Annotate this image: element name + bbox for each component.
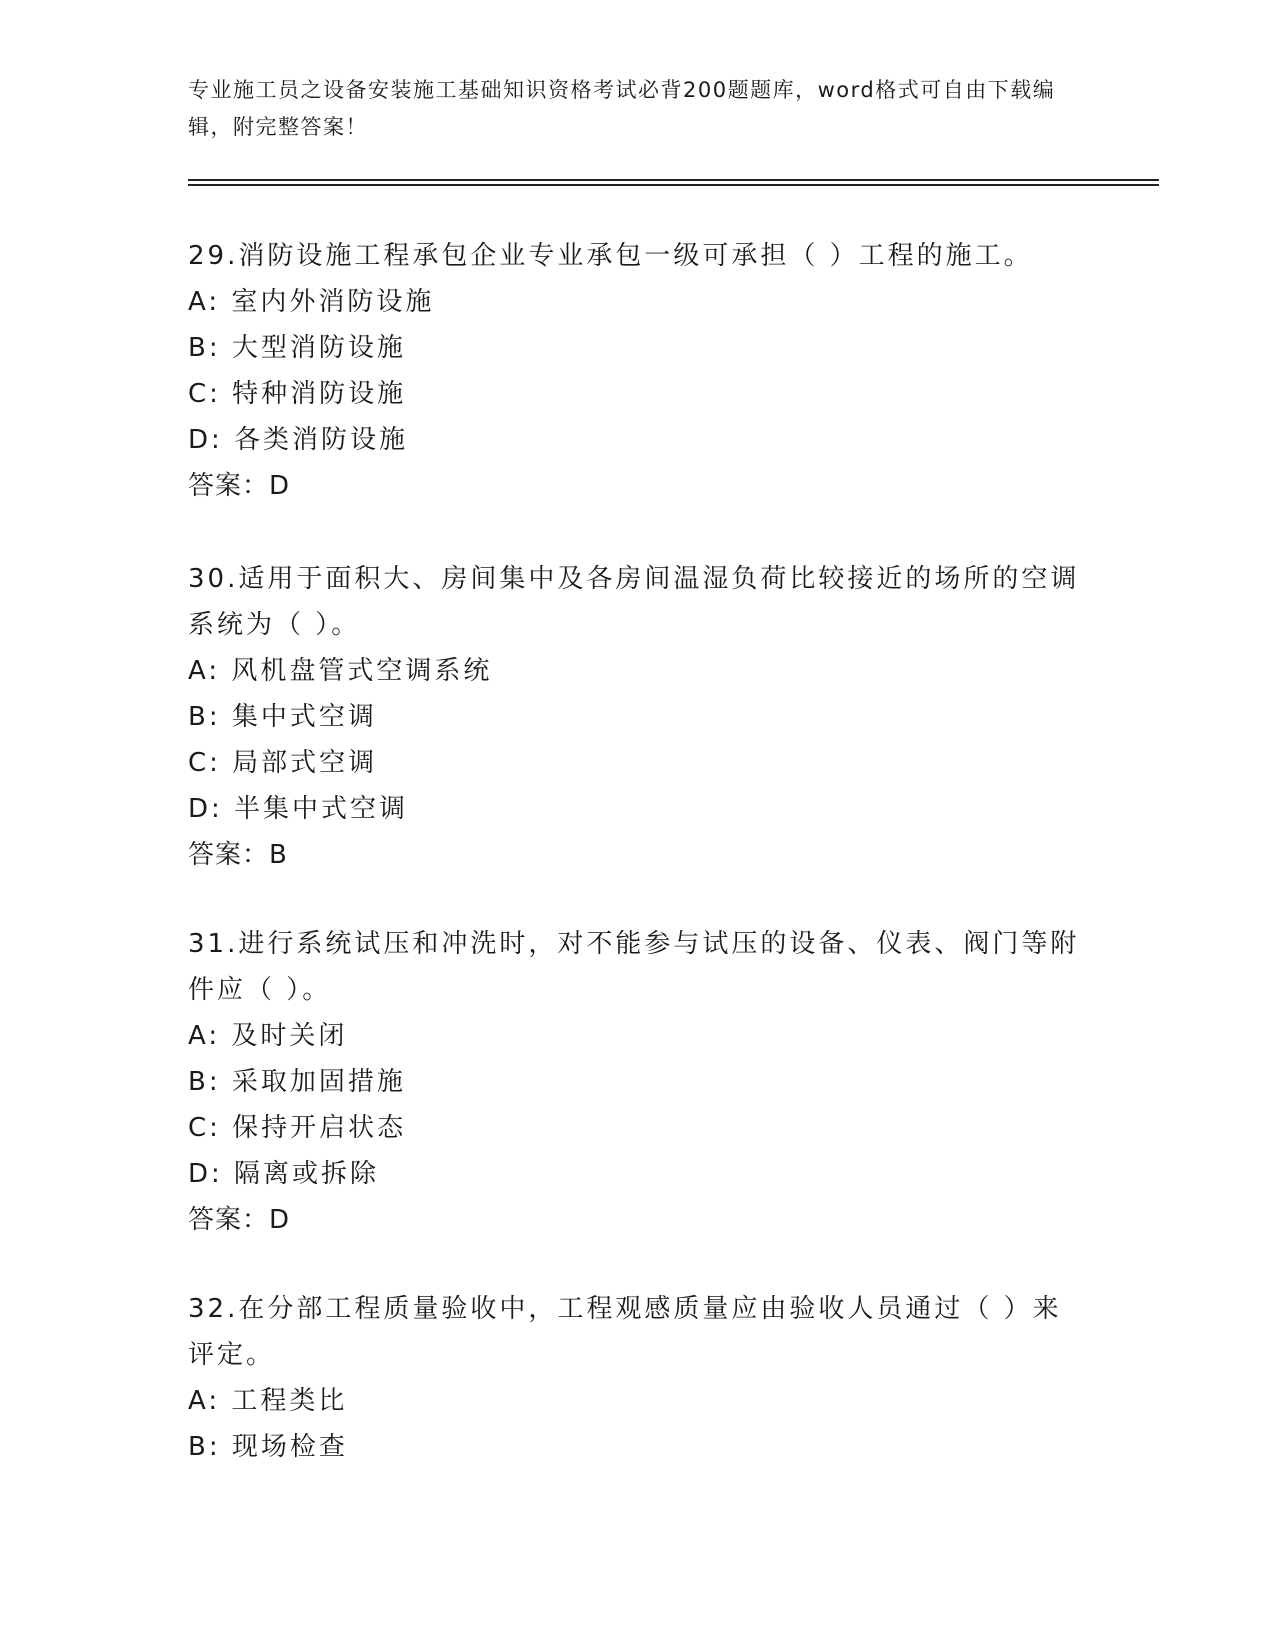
question-stem: 30.适用于面积大、房间集中及各房间温湿负荷比较接近的场所的空调系统为（ ）。	[188, 564, 1080, 640]
answer-line: 答案：B	[188, 840, 288, 870]
question-30	[188, 556, 1088, 878]
document-header	[188, 72, 1068, 146]
option-c: C: 局部式空调	[188, 748, 378, 778]
option-a: A: 及时关闭	[188, 1021, 348, 1051]
option-a: A: 风机盘管式空调系统	[188, 656, 493, 686]
option-c: C: 保持开启状态	[188, 1113, 407, 1143]
option-a: A: 室内外消防设施	[188, 287, 435, 317]
option-b: B: 集中式空调	[188, 702, 377, 732]
option-b: B: 采取加固措施	[188, 1067, 406, 1097]
header-divider-top	[188, 179, 1159, 181]
question-stem: 29.消防设施工程承包企业专业承包一级可承担（ ）工程的施工。	[188, 241, 1033, 271]
option-d: D: 各类消防设施	[188, 425, 409, 455]
option-c: C: 特种消防设施	[188, 379, 407, 409]
header-title: 专业施工员之设备安装施工基础知识资格考试必背200题题库，word格式可自由下载编辑，附完整答案！	[188, 78, 1056, 139]
question-31	[188, 921, 1088, 1243]
option-d: D: 半集中式空调	[188, 794, 409, 824]
question-stem: 31.进行系统试压和冲洗时，对不能参与试压的设备、仪表、阀门等附件应（ ）。	[188, 929, 1080, 1005]
option-b: B: 现场检查	[188, 1432, 348, 1462]
question-stem: 32.在分部工程质量验收中，工程观感质量应由验收人员通过（ ）来评定。	[188, 1294, 1062, 1370]
answer-line: 答案：D	[188, 1205, 291, 1235]
option-b: B: 大型消防设施	[188, 333, 406, 363]
question-32	[188, 1286, 1088, 1470]
option-d: D: 隔离或拆除	[188, 1159, 380, 1189]
question-29	[188, 233, 1088, 509]
option-a: A: 工程类比	[188, 1386, 348, 1416]
header-divider-bottom	[188, 184, 1159, 186]
answer-line: 答案：D	[188, 471, 291, 501]
